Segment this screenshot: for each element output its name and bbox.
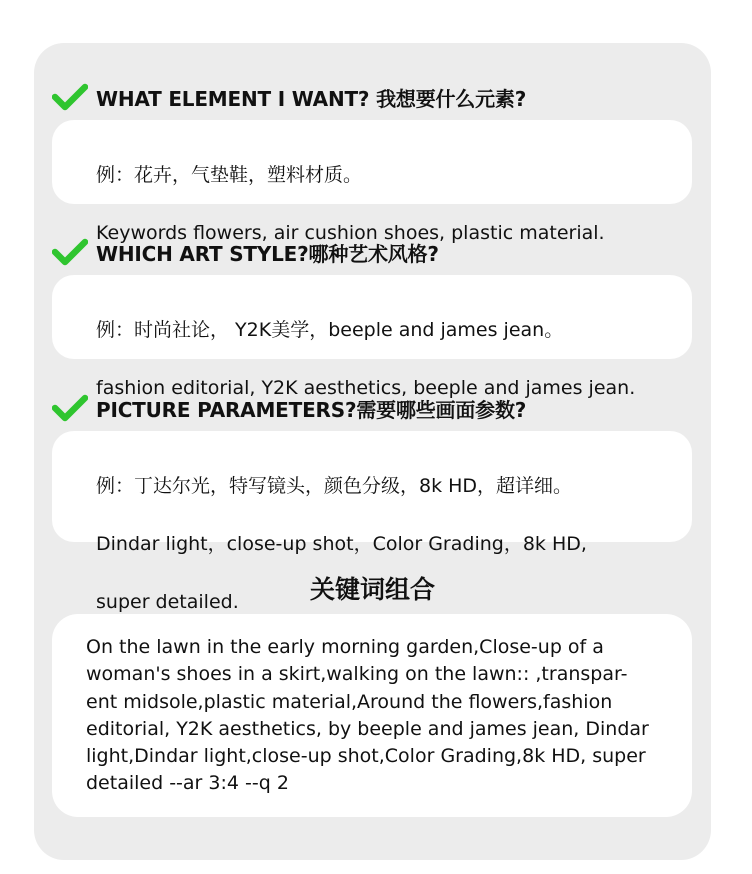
section-heading-art-style: [52, 234, 439, 270]
prompt-text-card: [52, 614, 692, 817]
card-line: super detailed.: [96, 591, 239, 613]
element-card: [52, 120, 692, 244]
check-icon: [52, 393, 88, 423]
check-icon: [52, 237, 88, 267]
section-heading-text: WHICH ART STYLE?哪种艺术风格?: [96, 241, 439, 266]
prompt-text: On the lawn in the early morning garden,Close-up of a woman's shoes in a skirt,walking on the lawn:: ,transpar-ent midsole,plastic material,Around the flowers,fashion editorial, Y2K aesthetics, by beeple and james jean, Dindar light,Dindar light,close-up shot,Color Grading,8k HD, super detailed --ar 3:4 --q 2: [86, 636, 649, 795]
section-heading-parameters: [52, 390, 526, 426]
card-line: Dindar light，close-up shot，Color Grading，8k HD,: [96, 533, 587, 555]
section-heading-text: WHAT ELEMENT I WANT? 我想要什么元素?: [96, 86, 527, 111]
section-heading-text: PICTURE PARAMETERS?需要哪些画面参数?: [96, 397, 527, 422]
card-line: Keywords flowers, air cushion shoes, plastic material.: [96, 222, 605, 244]
card-line: fashion editorial, Y2K aesthetics, beeple and james jean.: [96, 377, 636, 399]
card-line: 例：花卉，气垫鞋，塑料材质。: [96, 164, 363, 186]
section-heading-element: [52, 79, 526, 115]
card-line: 例：时尚社论， Y2K美学，beeple and james jean。: [96, 319, 564, 341]
card-line: 例：丁达尔光，特写镜头，颜色分级，8k HD，超详细。: [96, 475, 573, 497]
art-style-card: [52, 275, 692, 399]
combo-title: 关键词组合: [309, 575, 435, 604]
check-icon: [52, 82, 88, 112]
